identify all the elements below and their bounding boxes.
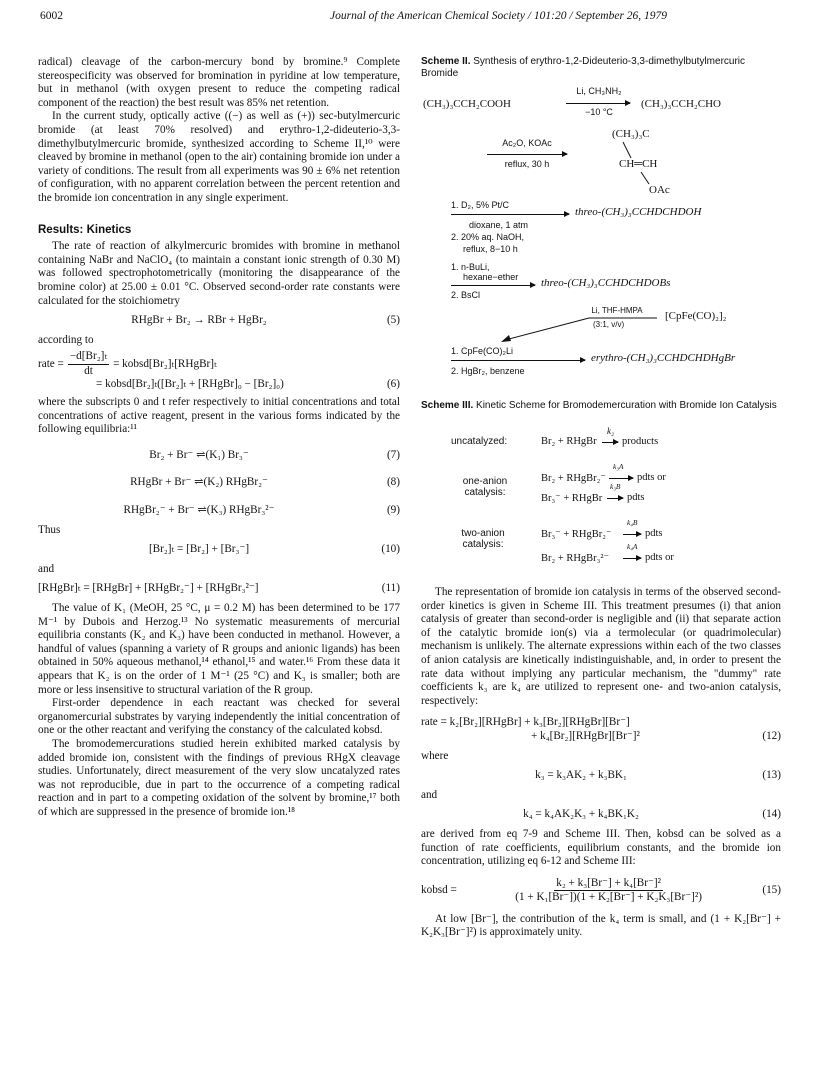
- reagent: 2. BsCl: [451, 290, 481, 300]
- reactants: Br₃⁻ + RHgBr: [541, 493, 603, 504]
- reagent: Li, THF-HMPA: [591, 306, 643, 315]
- product: threo-(CH₃)₃CCHDCHDOH: [575, 206, 702, 218]
- equation-body: RHgBr + Br⁻ ⇌(K₂) RHgBr₂⁻: [130, 476, 268, 489]
- reaction-arrow: [607, 498, 623, 499]
- products: pdts: [627, 492, 645, 503]
- equation-9: [38, 504, 400, 518]
- paragraph: At low [Br⁻], the contribution of the k₄ term is small, and (1 + K₂[Br⁻] + K₂K₃[Br⁻]²) is approximately unity.: [421, 912, 781, 939]
- fraction-denominator: (1 + K₁[Br⁻])(1 + K₂[Br⁻] + K₂K₃[Br⁻]²): [515, 891, 702, 904]
- paragraph: First-order dependence in each reactant was checked for several organomercurial substrates by varying independently the initial concentration of one or the other reactant and verifying the constancy of the calculated kobsd.: [38, 697, 400, 737]
- equation-number: (14): [762, 808, 781, 821]
- equation-body: + k₄[Br₂][RHgBr][Br⁻]²: [531, 729, 640, 742]
- label: two-anion catalysis:: [461, 528, 505, 550]
- paragraph: radical) cleavage of the carbon-mercury bond by bromine.⁹ Complete stereospecificity was observed for bromination in pyridine at low temperature, but in methanol (with oxygen present to reduce the competing radical component of the reaction) the best result was 85% net retention.: [38, 56, 400, 109]
- diagonal-reaction-arrow: [499, 314, 659, 344]
- equation-body: RHgBr₂⁻ + Br⁻ ⇌(K₃) RHgBr₃²⁻: [123, 504, 275, 517]
- product: [CpFe(CO)₂]₂: [665, 310, 727, 322]
- caption-label: Scheme III.: [421, 400, 474, 411]
- paragraph: The rate of reaction of alkylmercuric bromides with bromine in methanol containing NaBr and NaClO₄ (to maintain a constant ionic strength of 0.30 M) was followed spectrophotometrically (monitoring the disappearance of the bromine color) at 25.00 ± 0.01 °C. Observed second-order rate constants were calculated for the stoichiometry: [38, 240, 400, 307]
- equation-number: (10): [381, 543, 400, 556]
- reagent: reflux, 30 h: [504, 159, 550, 169]
- equation-10: [38, 543, 400, 557]
- reaction-arrow: [487, 154, 567, 155]
- reactants: Br₂ + RHgBr₂⁻: [541, 473, 606, 484]
- paragraph: In the current study, optically active ((−) as well as (+)) sec-butylmercuric bromide (at least 70% resolved) and erythro-1,2-dideuterio-3,3-dimethylbutylmercuric bromide, synthesized according to Scheme II,¹⁰ were cleaved by bromine in methanol (open to the air) containing bromide ion under a variety of conditions. The result from all experiments was 90 ± 6% net retention of configuration, with no apparent correlation between the percent retention and the bromide ion concentration in any single experiment.: [38, 110, 400, 204]
- reagent: 1. CpFe(CO)₂Li: [451, 346, 514, 356]
- caption-text: Kinetic Scheme for Bromodemercuration with Bromide Ion Catalysis: [473, 400, 777, 411]
- right-column-text: [421, 586, 781, 940]
- rate-constant: k₃B: [610, 482, 621, 491]
- equation-11: [38, 582, 400, 596]
- scheme-3: [421, 428, 781, 578]
- equation-body: rate = k₂[Br₂][RHgBr] + k₃[Br₂][RHgBr][Br⁻]: [421, 716, 630, 729]
- tbutyl-group: (CH₃)₃C: [612, 128, 650, 140]
- label: uncatalyzed:: [451, 436, 508, 447]
- text-line: and: [38, 562, 55, 575]
- equation-6: [38, 350, 400, 392]
- reaction-arrow: [566, 103, 630, 104]
- fraction-denominator: dt: [84, 364, 93, 377]
- equation-lhs: rate =: [38, 357, 64, 370]
- reagent: 2. HgBr₂, benzene: [451, 366, 525, 376]
- page-number: 6002: [40, 10, 63, 22]
- reaction-arrow: [623, 558, 641, 559]
- fraction-numerator: k₂ + k₃[Br⁻] + k₄[Br⁻]²: [554, 877, 663, 892]
- reagent: −10 °C: [585, 107, 613, 117]
- equation-12: [421, 716, 781, 743]
- rate-constant: k₄A: [627, 542, 638, 551]
- label: one-anion catalysis:: [462, 476, 508, 498]
- reagent: 1. D₂, 5% Pt/C: [451, 200, 510, 210]
- paragraph: The bromodemercurations studied herein exhibited marked catalysis by added bromide ion, consistent with the findings of previous RHgX cleavage studies. Unfortunately, direct measurement of the very slow uncatalyzed rates was not reproducible, due in part to the occurrence of a competing radical reaction and in part to a competing oxidation of the solvent by bromine,¹⁷ both of which are suppressed in the presence of bromide ion.¹⁸: [38, 737, 400, 818]
- text-line: according to: [38, 333, 94, 346]
- equation-13: [421, 769, 781, 783]
- products: pdts or: [637, 472, 666, 483]
- reaction-arrow: [451, 214, 569, 215]
- rate-constant: k₄B: [627, 518, 638, 527]
- reactants: Br₃⁻ + RHgBr₂⁻: [541, 529, 612, 540]
- reagent: reflux, 8−10 h: [463, 244, 518, 254]
- fraction-numerator: −d[Br₂]ₜ: [68, 350, 109, 365]
- products: pdts or: [645, 552, 674, 563]
- reactants: Br₂ + RHgBr: [541, 436, 597, 447]
- reagent: 2. 20% aq. NaOH,: [451, 232, 525, 242]
- equation-number: (15): [762, 883, 781, 896]
- paragraph: The value of K₁ (MeOH, 25 °C, μ = 0.2 M) has been determined to be 177 M⁻¹ by Dubois and Herzog.¹³ No systematic measurements of mercurial equilibria constants (K₂ and K₃) have been conducted in methanol. However, a handful of values (spanning a variety of R groups and anionic ligands) has been obtained in 50% aqueous methanol,¹⁴ ethanol,¹⁵ and water.¹⁶ From these data it appears that K₂ is on the order of 1 M⁻¹ (25 °C) and K₃ is smaller; both are more or less insensitive to structural variation of the R group.: [38, 602, 400, 696]
- equation-number: (7): [386, 448, 400, 461]
- caption-label: Scheme II.: [421, 56, 471, 67]
- equation-8: [38, 476, 400, 490]
- scheme-2: [421, 86, 781, 392]
- equation-number: (11): [381, 582, 400, 595]
- reactant: (CH₃)₃CCH₂COOH: [423, 98, 511, 110]
- equation-number: (8): [386, 476, 400, 489]
- caption-text: Synthesis of erythro-1,2-Dideuterio-3,3-dimethylbutylmercuric Bromide: [421, 56, 746, 79]
- equation-body: Br₂ + Br⁻ ⇌(K₁) Br₃⁻: [149, 448, 249, 461]
- equation-number: (13): [762, 769, 781, 782]
- reagent: hexane−ether: [463, 272, 519, 282]
- reagent: dioxane, 1 atm: [469, 220, 529, 230]
- equation-rhs: = kobsd[Br₂]ₜ[RHgBr]ₜ: [113, 357, 217, 370]
- products: products: [622, 436, 659, 447]
- text-line: where: [421, 749, 449, 762]
- equation-body: RHgBr + Br₂ → RBr + HgBr₂: [131, 314, 267, 327]
- reagent: Ac₂O, KOAc: [502, 138, 552, 148]
- reaction-arrow: [451, 360, 585, 361]
- paragraph: are derived from eq 7-9 and Scheme III. Then, kobsd can be solved as a function of rate coefficients, equilibrium constants, and the bromide ion concentration, utilizing eq 6-12 and Scheme III:: [421, 827, 781, 868]
- reactants: Br₂ + RHgBr₃²⁻: [541, 553, 610, 564]
- product: erythro-(CH₃)₃CCHDCHDHgBr: [591, 352, 736, 364]
- equation-body: k₄ = k₄AK₂K₃ + k₄BK₁K₂: [523, 808, 639, 821]
- reaction-arrow: [609, 478, 633, 479]
- acetate-group: OAc: [649, 184, 670, 196]
- reaction-arrow: [451, 285, 535, 286]
- product: (CH₃)₃CCH₂CHO: [641, 98, 721, 110]
- text-line: Thus: [38, 523, 61, 536]
- fraction: [68, 350, 109, 378]
- equation-7: [38, 449, 400, 463]
- equation-lhs: kobsd =: [421, 883, 457, 896]
- equation-body: [RHgBr]ₜ = [RHgBr] + [RHgBr₂⁻] + [RHgBr₃²⁻]: [38, 582, 259, 595]
- reaction-arrow: [623, 534, 641, 535]
- equation-number: (9): [386, 504, 400, 517]
- products: pdts: [645, 528, 663, 539]
- product: threo-(CH₃)₃CCHDCHDOBs: [541, 277, 671, 289]
- vinyl-chain: CH═CH: [619, 158, 658, 170]
- running-title: Journal of the American Chemical Society / 101:20 / September 26, 1979: [330, 10, 668, 22]
- reagent: (3:1, v/v): [593, 320, 625, 329]
- reagent: 1. n-BuLi,: [451, 262, 490, 272]
- left-column: [38, 56, 400, 820]
- equation-number: (12): [762, 729, 781, 742]
- paragraph: The representation of bromide ion catalysis in terms of the observed second-order kinetics is given in Scheme III. This treatment presumes (i) that anion catalysis of greater than second-order is negligible and (ii) that separate action of the catalytic bromide ion(s) via a termolecular (or quadrimolecular) mechanism is unlikely. The alternate expressions within each of the two classes of anion catalysis are kinetically indistinguishable, and, in order to present the rate data without implying any particular mechanism, the "dummy" rate coefficients k₃ are k₄ are utilized to represent one- and two-anion catalysis, respectively:: [421, 586, 781, 707]
- equation-15: [421, 877, 781, 905]
- rate-constant: k₃A: [613, 462, 624, 471]
- paragraph: where the subscripts 0 and t refer respectively to initial concentrations and total concentrations of active reagent, present in the various forms indicated by the following equilibria:¹¹: [38, 396, 400, 436]
- scheme-2-caption: [421, 56, 781, 80]
- rate-constant: k₂: [607, 426, 615, 436]
- equation-14: [421, 808, 781, 822]
- equation-5: [38, 314, 400, 328]
- equation-body: k₃ = k₃AK₂ + k₃BK₁: [535, 769, 627, 782]
- text-line: and: [421, 788, 438, 801]
- equation-rhs: = kobsd[Br₂]ₜ([Br₂]ₜ + [RHgBr]₀ − [Br₂]₀): [96, 378, 284, 391]
- equation-number: (6): [386, 378, 400, 391]
- fraction: [461, 877, 757, 905]
- reagent: Li, CH₃NH₂: [576, 86, 622, 96]
- reaction-arrow: [602, 442, 618, 443]
- equation-number: (5): [386, 314, 400, 327]
- equation-body: [Br₂]ₜ = [Br₂] + [Br₃⁻]: [148, 543, 250, 556]
- scheme-3-caption: [421, 400, 781, 412]
- section-heading: Results: Kinetics: [38, 223, 132, 236]
